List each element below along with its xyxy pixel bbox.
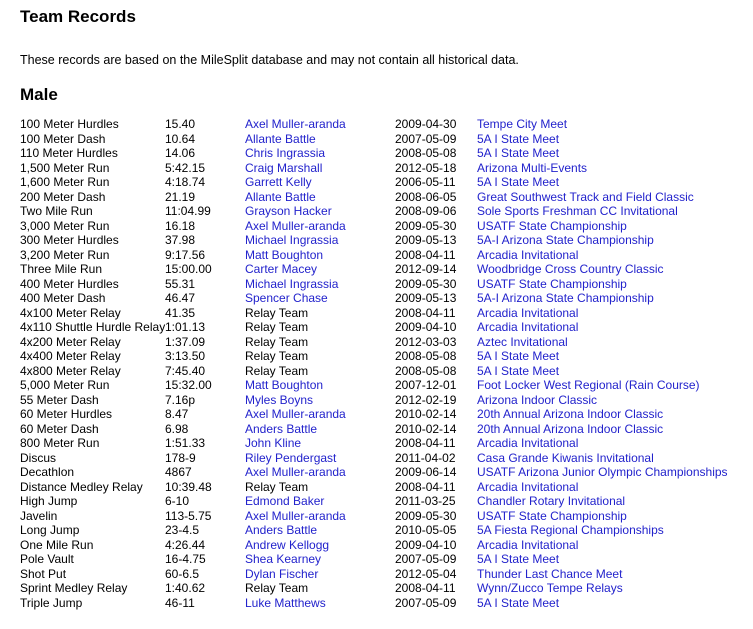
record-row bbox=[20, 451, 733, 466]
record-mark: 9:17.56 bbox=[165, 247, 206, 262]
record-row bbox=[20, 567, 733, 582]
record-date: 2012-05-18 bbox=[395, 160, 457, 175]
record-date: 2009-04-30 bbox=[395, 117, 457, 131]
record-row bbox=[20, 436, 733, 451]
record-mark: 4:26.44 bbox=[165, 537, 206, 552]
record-meet-link[interactable]: 5A I State Meet bbox=[477, 595, 560, 610]
record-athlete-text: Relay Team bbox=[245, 349, 309, 363]
record-meet-link[interactable]: USATF State Championship bbox=[477, 508, 627, 523]
record-row bbox=[20, 523, 733, 538]
record-date: 2006-05-11 bbox=[395, 175, 456, 189]
record-mark: 1:40.62 bbox=[165, 581, 206, 595]
record-meet-link[interactable]: 5A I State Meet bbox=[477, 552, 560, 566]
record-athlete-link[interactable]: Axel Muller-aranda bbox=[245, 508, 346, 523]
record-row bbox=[20, 465, 733, 480]
record-mark: 16.18 bbox=[165, 218, 196, 233]
record-event: 4x100 Meter Relay bbox=[20, 305, 121, 320]
record-row bbox=[20, 538, 733, 553]
record-date: 2007-05-09 bbox=[395, 552, 457, 566]
record-meet-link[interactable]: Wynn/Zucco Tempe Relays bbox=[477, 581, 623, 595]
record-mark: 15:32.00 bbox=[165, 378, 212, 392]
record-athlete-link[interactable]: Luke Matthews bbox=[245, 595, 326, 610]
record-row bbox=[20, 581, 733, 596]
record-mark: 6.98 bbox=[165, 421, 189, 436]
record-meet-link[interactable]: Foot Locker West Regional (Rain Course) bbox=[477, 378, 700, 392]
record-meet-link[interactable]: 20th Annual Arizona Indoor Classic bbox=[477, 421, 664, 436]
record-event: 300 Meter Hurdles bbox=[20, 233, 119, 247]
record-event: 1,600 Meter Run bbox=[20, 175, 110, 189]
record-meet-link[interactable]: 5A Fiesta Regional Championships bbox=[477, 523, 664, 537]
record-event: Three Mile Run bbox=[20, 262, 103, 276]
record-athlete-text: Relay Team bbox=[245, 305, 309, 320]
record-mark: 1:01.13 bbox=[165, 320, 206, 334]
record-date: 2008-04-11 bbox=[395, 305, 456, 320]
record-event: Distance Medley Relay bbox=[20, 479, 143, 494]
record-row bbox=[20, 393, 733, 408]
record-date: 2009-05-30 bbox=[395, 276, 457, 291]
record-athlete-link[interactable]: Edmond Baker bbox=[245, 494, 325, 508]
record-date: 2009-05-13 bbox=[395, 233, 457, 247]
record-athlete-link[interactable]: Matt Boughton bbox=[245, 247, 324, 262]
record-meet-link[interactable]: Aztec Invitational bbox=[477, 334, 568, 349]
record-athlete-link[interactable]: Matt Boughton bbox=[245, 378, 324, 392]
record-athlete-text: Relay Team bbox=[245, 581, 309, 595]
record-event: 60 Meter Dash bbox=[20, 421, 99, 436]
record-date: 2008-04-11 bbox=[395, 247, 456, 262]
record-athlete-link[interactable]: Axel Muller-aranda bbox=[245, 117, 346, 131]
record-mark: 5:42.15 bbox=[165, 160, 206, 175]
record-event: 4x200 Meter Relay bbox=[20, 334, 121, 349]
record-event: Long Jump bbox=[20, 523, 80, 537]
record-mark: 41.35 bbox=[165, 305, 196, 320]
record-row bbox=[20, 248, 733, 263]
record-athlete-link[interactable]: Grayson Hacker bbox=[245, 204, 332, 218]
record-row bbox=[20, 480, 733, 495]
record-row bbox=[20, 190, 733, 205]
record-event: Pole Vault bbox=[20, 552, 74, 566]
record-row bbox=[20, 320, 733, 335]
record-date: 2009-05-30 bbox=[395, 218, 457, 233]
record-mark: 11:04.99 bbox=[165, 204, 211, 218]
record-date: 2010-02-14 bbox=[395, 421, 457, 436]
record-meet-link[interactable]: Arcadia Invitational bbox=[477, 537, 579, 552]
record-row bbox=[20, 552, 733, 567]
record-athlete-link[interactable]: Craig Marshall bbox=[245, 160, 323, 175]
record-row bbox=[20, 277, 733, 292]
record-row bbox=[20, 364, 733, 379]
record-mark: 60-6.5 bbox=[165, 566, 200, 581]
record-event: 110 Meter Hurdles bbox=[20, 146, 118, 160]
record-meet-link[interactable]: Casa Grande Kiwanis Invitational bbox=[477, 450, 654, 465]
record-athlete-link[interactable]: Garrett Kelly bbox=[245, 175, 312, 189]
record-event: 3,000 Meter Run bbox=[20, 218, 110, 233]
record-athlete-link[interactable]: Riley Pendergast bbox=[245, 450, 337, 465]
record-date: 2009-05-13 bbox=[395, 291, 457, 305]
record-athlete-link[interactable]: Allante Battle bbox=[245, 189, 316, 204]
record-date: 2007-12-01 bbox=[395, 378, 457, 392]
record-row bbox=[20, 596, 733, 611]
record-athlete-link[interactable]: Shea Kearney bbox=[245, 552, 322, 566]
record-row bbox=[20, 291, 733, 306]
record-event: 100 Meter Dash bbox=[20, 131, 106, 146]
record-mark: 14.06 bbox=[165, 146, 196, 160]
record-row bbox=[20, 175, 733, 190]
record-date: 2007-05-09 bbox=[395, 595, 457, 610]
record-row bbox=[20, 407, 733, 422]
record-event: Sprint Medley Relay bbox=[20, 581, 128, 595]
record-meet-link[interactable]: Thunder Last Chance Meet bbox=[477, 566, 623, 581]
record-row bbox=[20, 509, 733, 524]
record-mark: 7:45.40 bbox=[165, 363, 206, 378]
page-title: Team Records bbox=[20, 7, 136, 26]
record-event: 100 Meter Hurdles bbox=[20, 117, 119, 131]
record-event: Javelin bbox=[20, 508, 58, 523]
record-mark: 23-4.5 bbox=[165, 523, 200, 537]
record-meet-link[interactable]: 5A I State Meet bbox=[477, 175, 560, 189]
record-athlete-text: Relay Team bbox=[245, 363, 309, 378]
record-athlete-link[interactable]: Carter Macey bbox=[245, 262, 318, 276]
record-event: 3,200 Meter Run bbox=[20, 247, 110, 262]
record-athlete-link[interactable]: Dylan Fischer bbox=[245, 566, 319, 581]
record-mark: 15.40 bbox=[165, 117, 196, 131]
record-athlete-text: Relay Team bbox=[245, 334, 309, 349]
record-date: 2011-03-25 bbox=[395, 494, 456, 508]
page-container bbox=[0, 7, 753, 610]
record-date: 2009-06-14 bbox=[395, 465, 457, 479]
record-row bbox=[20, 204, 733, 219]
record-athlete-text: Relay Team bbox=[245, 320, 309, 334]
record-meet-link[interactable]: 5A-I Arizona State Championship bbox=[477, 291, 654, 305]
record-athlete-text: Relay Team bbox=[245, 479, 309, 494]
record-meet-link[interactable]: Arcadia Invitational bbox=[477, 320, 579, 334]
record-date: 2011-04-02 bbox=[395, 450, 456, 465]
record-mark: 7.16p bbox=[165, 392, 196, 407]
record-row bbox=[20, 262, 733, 277]
record-mark: 46-11 bbox=[165, 595, 195, 610]
record-event: 200 Meter Dash bbox=[20, 189, 106, 204]
record-event: 400 Meter Dash bbox=[20, 291, 106, 305]
record-date: 2008-05-08 bbox=[395, 363, 457, 378]
record-meet-link[interactable]: Arcadia Invitational bbox=[477, 436, 579, 450]
record-mark: 1:51.33 bbox=[165, 436, 206, 450]
record-event: 800 Meter Run bbox=[20, 436, 100, 450]
record-event: 5,000 Meter Run bbox=[20, 378, 110, 392]
record-event: Decathlon bbox=[20, 465, 75, 479]
record-date: 2008-04-11 bbox=[395, 436, 456, 450]
record-meet-link[interactable]: Woodbridge Cross Country Classic bbox=[477, 262, 664, 276]
record-mark: 3:13.50 bbox=[165, 349, 206, 363]
record-mark: 15:00.00 bbox=[165, 262, 212, 276]
record-date: 2012-02-19 bbox=[395, 392, 457, 407]
record-row bbox=[20, 349, 733, 364]
record-event: 55 Meter Dash bbox=[20, 392, 99, 407]
record-mark: 1:37.09 bbox=[165, 334, 206, 349]
record-athlete-link[interactable]: Spencer Chase bbox=[245, 291, 328, 305]
record-athlete-link[interactable]: Anders Battle bbox=[245, 421, 318, 436]
record-row bbox=[20, 219, 733, 234]
record-date: 2012-05-04 bbox=[395, 566, 457, 581]
record-meet-link[interactable]: Arcadia Invitational bbox=[477, 305, 579, 320]
record-date: 2009-04-10 bbox=[395, 537, 457, 552]
record-athlete-link[interactable]: Axel Muller-aranda bbox=[245, 218, 346, 233]
record-date: 2008-05-08 bbox=[395, 349, 457, 363]
record-athlete-link[interactable]: Michael Ingrassia bbox=[245, 233, 339, 247]
record-row bbox=[20, 233, 733, 248]
record-date: 2008-05-08 bbox=[395, 146, 457, 160]
record-meet-link[interactable]: 5A I State Meet bbox=[477, 131, 560, 146]
record-athlete-link[interactable]: Andrew Kellogg bbox=[245, 537, 330, 552]
record-event: Two Mile Run bbox=[20, 204, 93, 218]
record-meet-link[interactable]: USATF State Championship bbox=[477, 218, 627, 233]
record-row bbox=[20, 335, 733, 350]
record-date: 2010-02-14 bbox=[395, 407, 457, 421]
record-meet-link[interactable]: USATF Arizona Junior Olympic Championships bbox=[477, 465, 728, 479]
record-meet-link[interactable]: 5A I State Meet bbox=[477, 363, 560, 378]
record-meet-link[interactable]: 5A-I Arizona State Championship bbox=[477, 233, 654, 247]
section-heading-male: Male bbox=[20, 85, 58, 104]
record-mark: 4:18.74 bbox=[165, 175, 206, 189]
record-date: 2012-03-03 bbox=[395, 334, 457, 349]
record-meet-link[interactable]: Arcadia Invitational bbox=[477, 479, 579, 494]
record-row bbox=[20, 378, 733, 393]
record-row bbox=[20, 161, 733, 176]
record-meet-link[interactable]: Arizona Multi-Events bbox=[477, 160, 588, 175]
record-date: 2008-04-11 bbox=[395, 479, 456, 494]
record-meet-link[interactable]: 20th Annual Arizona Indoor Classic bbox=[477, 407, 664, 421]
record-athlete-link[interactable]: Michael Ingrassia bbox=[245, 276, 339, 291]
record-athlete-link[interactable]: Axel Muller-aranda bbox=[245, 465, 346, 479]
record-mark: 10.64 bbox=[165, 131, 196, 146]
record-event: 4x800 Meter Relay bbox=[20, 363, 121, 378]
record-athlete-link[interactable]: Axel Muller-aranda bbox=[245, 407, 346, 421]
record-meet-link[interactable]: Chandler Rotary Invitational bbox=[477, 494, 626, 508]
record-meet-link[interactable]: Arcadia Invitational bbox=[477, 247, 579, 262]
record-mark: 4867 bbox=[165, 465, 192, 479]
record-event: 60 Meter Hurdles bbox=[20, 407, 113, 421]
record-athlete-link[interactable]: Allante Battle bbox=[245, 131, 316, 146]
record-meet-link[interactable]: 5A I State Meet bbox=[477, 146, 560, 160]
record-mark: 113-5.75 bbox=[165, 508, 212, 523]
record-mark: 178-9 bbox=[165, 450, 196, 465]
record-athlete-link[interactable]: Myles Boyns bbox=[245, 392, 314, 407]
record-mark: 21.19 bbox=[165, 189, 196, 204]
record-athlete-link[interactable]: John Kline bbox=[245, 436, 302, 450]
record-athlete-link[interactable]: Anders Battle bbox=[245, 523, 318, 537]
record-row bbox=[20, 146, 733, 161]
record-meet-link[interactable]: Sole Sports Freshman CC Invitational bbox=[477, 204, 678, 218]
record-event: Discus bbox=[20, 450, 57, 465]
record-meet-link[interactable]: Arizona Indoor Classic bbox=[477, 392, 598, 407]
record-row bbox=[20, 117, 733, 132]
record-row bbox=[20, 494, 733, 509]
record-meet-link[interactable]: 5A I State Meet bbox=[477, 349, 560, 363]
record-event: High Jump bbox=[20, 494, 78, 508]
records-table-body bbox=[20, 117, 733, 610]
record-event: 4x110 Shuttle Hurdle Relay bbox=[20, 320, 166, 334]
record-date: 2009-04-10 bbox=[395, 320, 457, 334]
record-row bbox=[20, 132, 733, 147]
record-mark: 6-10 bbox=[165, 494, 190, 508]
disclaimer-text: These records are based on the MileSplit database and may not contain all historical data. bbox=[20, 53, 519, 67]
record-event: One Mile Run bbox=[20, 537, 94, 552]
record-date: 2008-06-05 bbox=[395, 189, 457, 204]
record-meet-link[interactable]: USATF State Championship bbox=[477, 276, 627, 291]
record-meet-link[interactable]: Tempe City Meet bbox=[477, 117, 568, 131]
record-mark: 10:39.48 bbox=[165, 479, 212, 494]
record-meet-link[interactable]: Great Southwest Track and Field Classic bbox=[477, 189, 694, 204]
record-date: 2012-09-14 bbox=[395, 262, 457, 276]
record-mark: 55.31 bbox=[165, 276, 196, 291]
records-table bbox=[20, 117, 733, 610]
record-mark: 8.47 bbox=[165, 407, 189, 421]
record-date: 2008-04-11 bbox=[395, 581, 456, 595]
record-mark: 46.47 bbox=[165, 291, 196, 305]
record-row bbox=[20, 306, 733, 321]
record-event: 1,500 Meter Run bbox=[20, 160, 110, 175]
record-athlete-link[interactable]: Chris Ingrassia bbox=[245, 146, 326, 160]
record-date: 2008-09-06 bbox=[395, 204, 457, 218]
record-mark: 37.98 bbox=[165, 233, 196, 247]
record-mark: 16-4.75 bbox=[165, 552, 206, 566]
record-event: Shot Put bbox=[20, 566, 67, 581]
record-date: 2007-05-09 bbox=[395, 131, 457, 146]
record-event: Triple Jump bbox=[20, 595, 83, 610]
record-event: 400 Meter Hurdles bbox=[20, 276, 119, 291]
record-date: 2009-05-30 bbox=[395, 508, 457, 523]
record-event: 4x400 Meter Relay bbox=[20, 349, 121, 363]
record-row bbox=[20, 422, 733, 437]
record-date: 2010-05-05 bbox=[395, 523, 457, 537]
